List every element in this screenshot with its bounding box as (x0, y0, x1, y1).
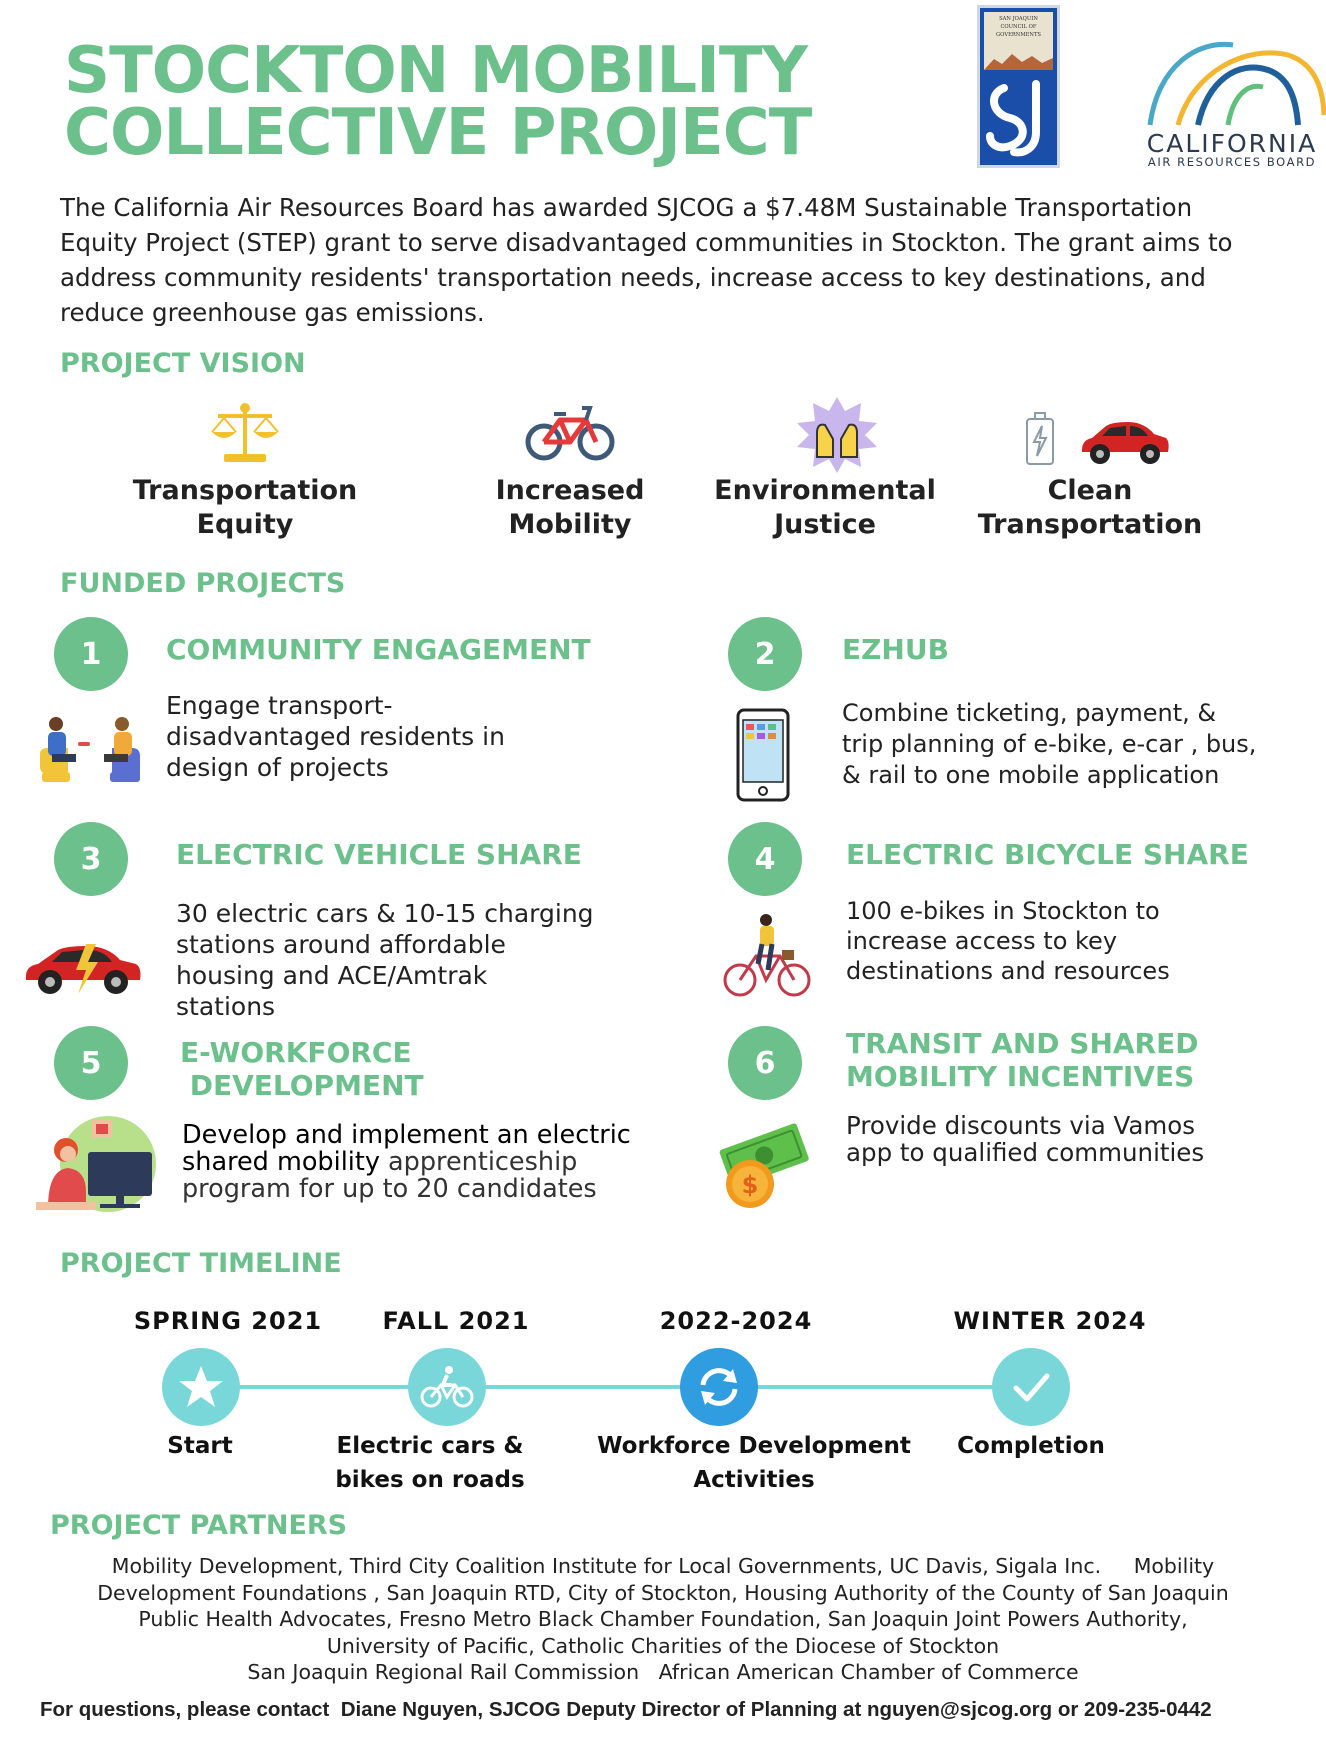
vision-label-4b: Transportation (977, 509, 1203, 540)
project-desc-5-line2a: shared mobility (182, 1147, 380, 1177)
project-desc-4-line2: increase access to key (846, 927, 1118, 955)
project-timeline-heading: PROJECT TIMELINE (60, 1248, 342, 1279)
project-desc-4 (846, 896, 1170, 986)
project-desc-6 (846, 1112, 1204, 1166)
vision-item-environmental-justice (700, 474, 950, 542)
project-partners-heading: PROJECT PARTNERS (50, 1510, 348, 1541)
red-car-icon (1078, 418, 1172, 468)
vision-label-2b: Mobility (508, 509, 632, 540)
intro-paragraph: The California Air Resources Board has awarded SJCOG a $7.48M Sustainable Transportation Equity Project (STEP) grant to serve disadvantaged communities in Stockton. The grant aims to address community residents' transportation needs, increase access to key destinations, and reduce greenhouse gas emissions. (60, 193, 1233, 327)
project-number-3: 3 (54, 822, 128, 896)
vision-label-3a: Environmental (714, 475, 936, 506)
cyclist-icon (722, 912, 812, 998)
timeline-label-4 (920, 1429, 1142, 1463)
timeline-label-2-line1: Electric cars & (336, 1433, 524, 1459)
project-number-2: 2 (728, 617, 802, 691)
project-desc-1-line2: disadvantaged residents in (166, 722, 505, 751)
bicycle-icon (524, 402, 616, 462)
project-title-6 (846, 1027, 1199, 1093)
sjcog-logo-line1: SAN JOAQUIN (999, 16, 1038, 22)
project-desc-3-line1: 30 electric cars & 10-15 charging (176, 899, 594, 928)
contact-line: For questions, please contact Diane Nguyen, SJCOG Deputy Director of Planning at nguyen@sjcog.org or 209-235-0442 (40, 1698, 1212, 1721)
timeline-label-3-line1: Workforce Development (597, 1433, 911, 1459)
project-number-4: 4 (728, 822, 802, 896)
timeline-date-1: SPRING 2021 (133, 1307, 323, 1335)
funded-projects-heading: FUNDED PROJECTS (60, 568, 346, 599)
project-title-5 (180, 1036, 424, 1102)
project-desc-5-line3: program for up to 20 candidates (182, 1174, 597, 1204)
title-line-1: STOCKTON MOBILITY (64, 34, 807, 108)
partners-line-1: Mobility Development, Third City Coalition Institute for Local Governments, UC Davis, Sigala Inc. Mobility (111, 1554, 1215, 1578)
electric-car-icon (22, 940, 146, 998)
project-desc-2-line1: Combine ticketing, payment, & (842, 699, 1217, 727)
timeline-date-3: 2022-2024 (659, 1307, 813, 1335)
project-title-1: COMMUNITY ENGAGEMENT (166, 633, 591, 666)
timeline-node-workforce (680, 1348, 758, 1426)
money-icon (714, 1118, 812, 1212)
sjcog-logo-line2: COUNCIL OF (1000, 24, 1037, 30)
sj-monogram-icon (984, 74, 1053, 162)
timeline-line (200, 1385, 1030, 1389)
smartphone-icon (736, 708, 790, 802)
project-desc-3 (176, 898, 594, 1022)
partners-line-3: Public Health Advocates, Fresno Metro Black Chamber Foundation, San Joaquin Joint Powers Authority, (138, 1607, 1188, 1631)
project-desc-6-line1: Provide discounts via Vamos (846, 1111, 1195, 1140)
vision-label-1a: Transportation (132, 475, 358, 506)
project-title-5-line1: E-WORKFORCE (180, 1036, 412, 1069)
project-desc-1-line3: design of projects (166, 753, 389, 782)
project-desc-4-line3: destinations and resources (846, 957, 1170, 985)
project-desc-1 (166, 690, 505, 783)
vision-item-clean-transportation (960, 474, 1220, 542)
project-desc-5 (182, 1122, 631, 1203)
vision-label-4a: Clean (1047, 475, 1133, 506)
project-desc-4-line1: 100 e-bikes in Stockton to (846, 897, 1160, 925)
carb-arcs-icon (1138, 25, 1326, 130)
sjcog-logo (977, 5, 1060, 168)
project-title-2: EZHUB (842, 633, 949, 666)
timeline-node-start (162, 1348, 240, 1426)
partners-list (30, 1553, 1296, 1686)
timeline-label-3 (584, 1429, 924, 1497)
project-desc-2-line2: trip planning of e-bike, e-car , bus, (842, 730, 1257, 758)
project-desc-1-line1: Engage transport- (166, 691, 393, 720)
project-number-5: 5 (54, 1026, 128, 1100)
partners-line-4: University of Pacific, Catholic Charities of the Diocese of Stockton (326, 1633, 1000, 1658)
title-line-2: COLLECTIVE PROJECT (64, 96, 812, 170)
raised-hands-icon (795, 395, 879, 475)
conversation-icon (38, 714, 142, 786)
timeline-date-2: FALL 2021 (382, 1307, 530, 1335)
timeline-date-4: WINTER 2024 (953, 1307, 1147, 1335)
carb-sub: AIR RESOURCES BOARD (1147, 155, 1317, 169)
partners-line-2: Development Foundations , San Joaquin RTD, City of Stockton, Housing Authority of the County of San Joaquin (97, 1580, 1229, 1605)
refresh-icon (697, 1365, 741, 1409)
timeline-label-1 (100, 1429, 300, 1463)
timeline-label-2-line2: bikes on roads (335, 1467, 525, 1493)
project-title-6-line1: TRANSIT AND SHARED (846, 1027, 1199, 1060)
vision-label-3b: Justice (774, 509, 876, 540)
carb-logo (1138, 25, 1326, 170)
project-title-4: ELECTRIC BICYCLE SHARE (846, 838, 1249, 871)
project-desc-2-line3: & rail to one mobile application (842, 761, 1220, 789)
project-desc-2 (842, 698, 1256, 791)
project-desc-5-line1: Develop and implement an electric (182, 1120, 631, 1150)
project-title-6-line2: MOBILITY INCENTIVES (846, 1060, 1195, 1093)
mountains-icon (984, 50, 1053, 70)
cyclist-icon (419, 1365, 475, 1409)
checkmark-icon (1010, 1366, 1052, 1408)
battery-icon (1025, 412, 1055, 466)
worker-at-computer-icon (36, 1112, 160, 1212)
carb-name: CALIFORNIA (1146, 129, 1318, 158)
timeline-label-3-line2: Activities (693, 1467, 815, 1493)
project-title-5-line2: DEVELOPMENT (180, 1069, 424, 1102)
vision-item-increased-mobility (440, 474, 700, 542)
project-title-3: ELECTRIC VEHICLE SHARE (176, 838, 582, 871)
project-number-6: 6 (728, 1026, 802, 1100)
project-desc-5-line2 (182, 1149, 631, 1176)
timeline-label-1-line1: Start (167, 1433, 233, 1459)
timeline-label-4-line1: Completion (957, 1433, 1105, 1459)
vision-item-transportation-equity (110, 474, 380, 542)
project-desc-3-line3: housing and ACE/Amtrak (176, 961, 488, 990)
star-icon (178, 1364, 224, 1410)
timeline-node-completion (992, 1348, 1070, 1426)
project-number-1: 1 (54, 617, 128, 691)
page-title (64, 34, 812, 170)
project-vision-heading: PROJECT VISION (60, 348, 306, 379)
timeline-label-2 (310, 1429, 550, 1497)
partners-line-5: San Joaquin Regional Rail Commission African American Chamber of Commerce (247, 1660, 1079, 1684)
project-desc-3-line4: stations (176, 992, 276, 1021)
vision-label-2a: Increased (495, 475, 645, 506)
vision-label-1b: Equity (196, 509, 294, 540)
sjcog-logo-line3: GOVERNMENTS (996, 32, 1041, 38)
project-desc-3-line2: stations around affordable (176, 930, 506, 959)
svg-text:$: $ (741, 1171, 759, 1199)
project-desc-5-line2b: apprenticeship (379, 1147, 578, 1177)
timeline-node-bikes (408, 1348, 486, 1426)
project-desc-6-line2: app to qualified communities (846, 1138, 1205, 1167)
scales-icon (210, 402, 280, 464)
